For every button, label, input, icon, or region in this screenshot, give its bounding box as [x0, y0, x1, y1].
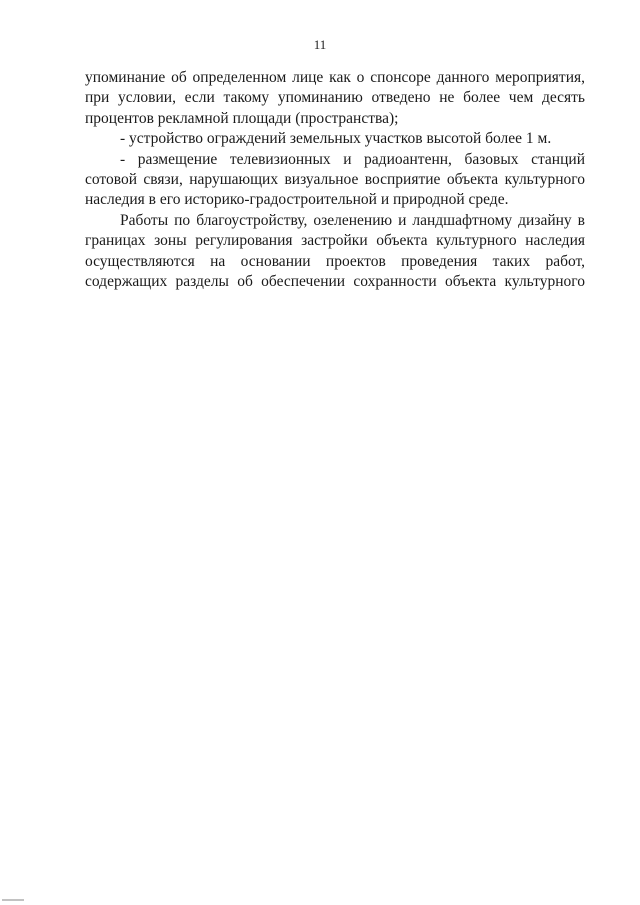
page-number: 11 — [313, 37, 327, 52]
document-body — [85, 68, 585, 292]
paragraph-antenna-item: - размещение телевизионных и радиоантенн, базовых станций сотовой связи, нарушающих визуальное восприятие объекта культурного наследия в его историко-градостроительной и природной среде. — [85, 150, 585, 209]
paragraph-fence-item: - устройство ограждений земельных участков высотой более 1 м. — [120, 130, 552, 148]
paragraph-landscaping-works: Работы по благоустройству, озеленению и ландшафтному дизайну в границах зоны регулирования застройки объекта культурного наследия осуществляются на основании проектов проведения таких работ, содержащих разделы об обеспечении сохранности объекта культурного — [85, 211, 585, 291]
scan-artifact-mark — [2, 899, 24, 901]
paragraph-sponsor-mention: упоминание об определенном лице как о спонсоре данного мероприятия, при условии, если такому упоминанию отведено не более чем десять процентов рекламной площади (пространства); — [85, 69, 585, 127]
